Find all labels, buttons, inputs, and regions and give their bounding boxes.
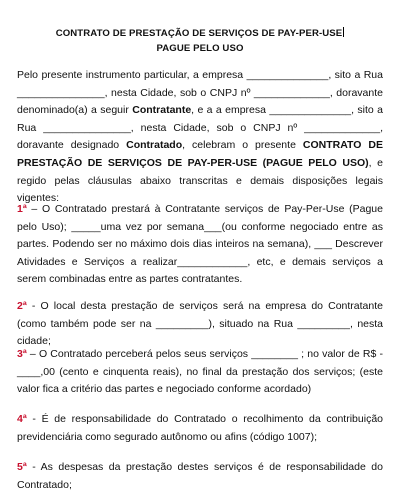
clause-text: - As despesas da prestação destes serviços é de responsabilidade do Contratado;: [17, 461, 383, 491]
text-cursor: [343, 27, 344, 37]
clause-2: [17, 298, 383, 351]
clause-number: 3ª: [17, 348, 27, 360]
intro-paragraph: Pelo presente instrumento particular, a empresa ______________, sito a Rua _______________, nesta Cidade, sob o CNPJ nº _____________, doravante denominado(a) a seguir Contratante, e a a empresa ______________, sito a Rua _______________, nesta Cidade, sob o CNPJ nº _____________, doravante designado Contratado, celebram o presente CONTRATO DE PRESTAÇÃO DE SERVIÇOS DE PAY-PER-USE (PAGUE PELO USO), e regido pelas cláusulas abaixo transcritas e demais disposições legais vigentes:: [17, 69, 383, 205]
clause-number: 5ª: [17, 461, 27, 473]
clause-text: – O Contratado prestará à Contratante serviços de Pay-Per-Use (Pague pelo Uso); _____uma vez por semana___(ou conforme negociado entre as partes. Podendo ser no máximo dois dias inteiros na semana), ___ Descrever Atividades e Serviços a realizar____________, etc, e demais serviços a serem combinadas entre as partes contratantes.: [17, 203, 383, 286]
clause-5: [17, 459, 383, 494]
contract-name-inline: CONTRATO DE PRESTAÇÃO DE SERVIÇOS DE PAY-PER-USE (PAGUE PELO USO): [17, 139, 383, 169]
contract-subtitle: PAGUE PELO USO: [156, 43, 244, 54]
contratado-term: Contratado: [126, 139, 183, 152]
contratante-term: Contratante: [132, 104, 192, 117]
clause-number: 1ª: [17, 203, 27, 215]
clause-text: – O Contratado perceberá pelos seus serviços ________ ; no valor de R$ -____,00 (cento e cinquenta reais), no final da prestação dos serviços; (este valor fica a critério das partes e negociado conforme acordado): [17, 348, 383, 396]
clause-number: 4ª: [17, 413, 27, 425]
clause-1: [17, 201, 383, 289]
clause-text: - O local desta prestação de serviços será na empresa do Contratante (como também pode ser na _________), situado na Rua _________, nesta cidade;: [17, 300, 383, 348]
clause-number: 2ª: [17, 300, 27, 312]
clause-3: [17, 346, 383, 399]
contract-title: [0, 27, 400, 39]
clause-4: [17, 411, 383, 446]
contract-title-text: CONTRATO DE PRESTAÇÃO DE SERVIÇOS DE PAY-PER-USE: [55, 28, 343, 39]
clause-text: - É de responsabilidade do Contratado o recolhimento da contribuição previdenciária como segurado autônomo ou afins (código 1007);: [17, 413, 383, 443]
